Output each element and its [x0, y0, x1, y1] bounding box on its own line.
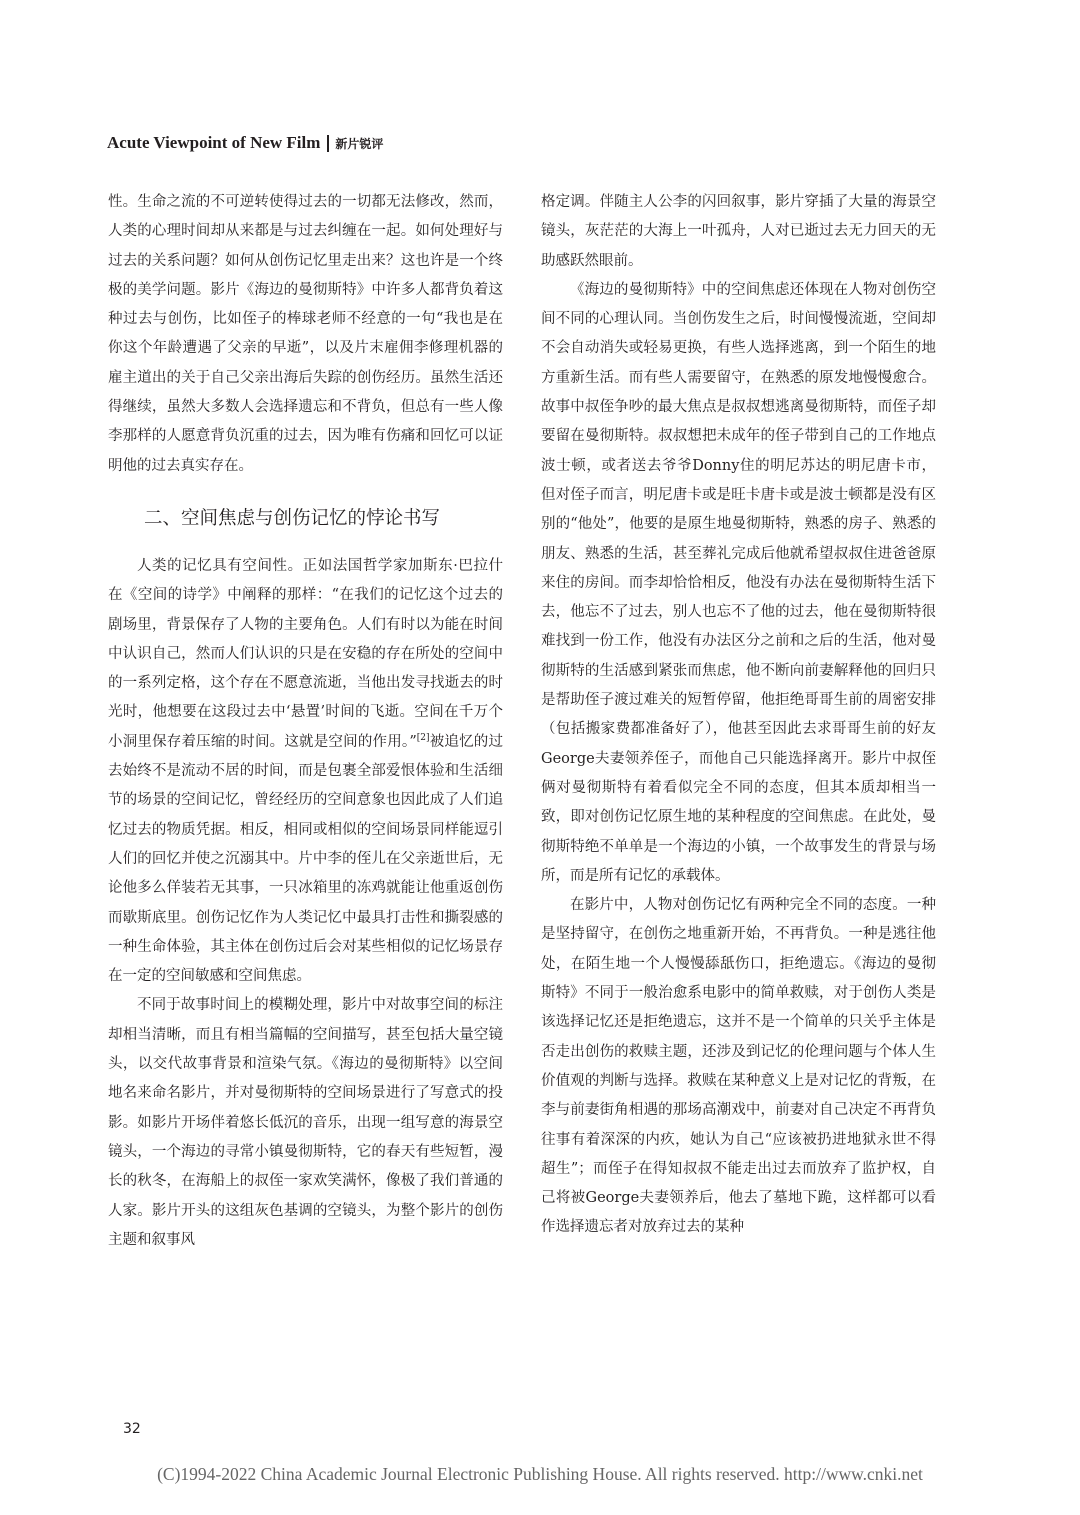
page-number: 32	[123, 1421, 141, 1437]
header-separator	[327, 135, 329, 152]
left-paragraph-3: 不同于故事时间上的模糊处理，影片中对故事空间的标注却相当清晰，而且有相当篇幅的空间描写，甚至包括大量空镜头，以交代故事背景和渲染气氛。《海边的曼彻斯特》以空间地名来命名影片，并对曼彻斯特的空间场景进行了写意式的投影。如影片开场伴着悠长低沉的音乐，出现一组写意的海景空镜头，一个海边的寻常小镇曼彻斯特，它的春天有些短暂，漫长的秋冬，在海船上的叔侄一家欢笑满怀，像极了我们普通的人家。影片开头的这组灰色基调的空镜头，为整个影片的创伤主题和叙事风	[108, 997, 503, 1248]
right-paragraph-3: 在影片中，人物对创伤记忆有两种完全不同的态度。一种是坚持留守，在创伤之地重新开始，不再背负。一种是逃往他处，在陌生地一个人慢慢舔舐伤口，拒绝遗忘。《海边的曼彻斯特》不同于一般治愈系电影中的简单救赎，对于创伤人类是该选择记忆还是拒绝遗忘，这并不是一个简单的只关乎主体是否走出创伤的救赎主题，还涉及到记忆的伦理问题与个体人生价值观的判断与选择。救赎在某种意义上是对记忆的背叛，在李与前妻街角相遇的那场高潮戏中，前妻对自己决定不再背负往事有着深深的内疚，她认为自己“应该被扔进地狱永世不得超生”；而侄子在得知叔叔不能走出过去而放弃了监护权，自己将被George夫妻领养后，他去了墓地下跪，这样都可以看作选择遗忘者对放弃过去的某种	[541, 897, 936, 1236]
journal-title-en: Acute Viewpoint of New Film	[107, 133, 321, 152]
left-paragraph-2-part-a: 人类的记忆具有空间性。正如法国哲学家加斯东·巴拉什在《空间的诗学》中阐释的那样：“在我们的记忆这个过去的剧场里，背景保存了人物的主要角色。人们有时以为能在时间中认识自己，然而人们认识的只是在安稳的存在所处的空间中的一系列定格，这个存在不愿意流逝，当他出发寻找逝去的时光时，他想要在这段过去中‘悬置’时间的飞逝。空间在千万个小洞里保存着压缩的时间。这就是空间的作用。”	[108, 557, 503, 750]
left-column	[108, 188, 503, 1255]
running-header	[107, 131, 383, 155]
left-paragraph-2-part-b: 被追忆的过去始终不是流动不居的时间，而是包裹全部爱恨体验和生活细节的场景的空间记忆，曾经经历的空间意象也因此成了人们追忆过去的物质凭据。相反，相同或相似的空间场景同样能逗引人们的回忆并使之沉溺其中。片中李的侄儿在父亲逝世后，无论他多么佯装若无其事，一只冰箱里的冻鸡就能让他重返创伤而歇斯底里。创伤记忆作为人类记忆中最具打击性和撕裂感的一种生命体验，其主体在创伤过后会对某些相似的记忆场景存在一定的空间敏感和空间焦虑。	[108, 733, 503, 985]
left-paragraph-1: 性。生命之流的不可逆转使得过去的一切都无法修改，然而，人类的心理时间却从来都是与过去纠缠在一起。如何处理好与过去的关系问题？如何从创伤记忆里走出来？这也许是一个终极的美学问题。影片《海边的曼彻斯特》中许多人都背负着这种过去与创伤，比如侄子的棒球老师不经意的一句“我也是在你这个年龄遭遇了父亲的早逝”，以及片末雇佣李修理机器的雇主道出的关于自己父亲出海后失踪的创伤经历。虽然生活还得继续，虽然大多数人会选择遗忘和不背负，但总有一些人像李那样的人愿意背负沉重的过去，因为唯有伤痛和回忆可以证明他的过去真实存在。	[108, 194, 503, 474]
left-paragraph-2	[108, 552, 503, 991]
right-paragraph-2: 《海边的曼彻斯特》中的空间焦虑还体现在人物对创伤空间不同的心理认同。当创伤发生之后，时间慢慢流逝，空间却不会自动消失或轻易更换，有些人选择逃离，到一个陌生的地方重新生活。而有些人需要留守，在熟悉的原发地慢慢愈合。故事中叔侄争吵的最大焦点是叔叔想逃离曼彻斯特，而侄子却要留在曼彻斯特。叔叔想把未成年的侄子带到自己的工作地点波士顿，或者送去爷爷Donny住的明尼苏达的明尼唐卡市，但对侄子而言，明尼唐卡或是旺卡唐卡或是波士顿都是没有区别的“他处”，他要的是原生地曼彻斯特，熟悉的房子、熟悉的朋友、熟悉的生活，甚至葬礼完成后他就希望叔叔住进爸爸原来住的房间。而李却恰恰相反，他没有办法在曼彻斯特生活下去，他忘不了过去，别人也忘不了他的过去，他在曼彻斯特很难找到一份工作，他没有办法区分之前和之后的生活，他对曼彻斯特的生活感到紧张而焦虑，他不断向前妻解释他的回归只是帮助侄子渡过难关的短暂停留，他拒绝哥哥生前的周密安排（包括搬家费都准备好了），他甚至因此去求哥哥生前的好友George夫妻领养侄子，而他自己只能选择离开。影片中叔侄俩对曼彻斯特有着看似完全不同的态度，但其本质却相当一致，即对创伤记忆原生地的某种程度的空间焦虑。在此处，曼彻斯特绝不单单是一个海边的小镇，一个故事发生的背景与场所，而是所有记忆的承载体。	[541, 281, 936, 884]
section-heading: 二、空间焦虑与创伤记忆的悖论书写	[144, 507, 441, 529]
right-column	[541, 188, 936, 1243]
journal-title-cn: 新片锐评	[335, 136, 384, 151]
citation-ref: [2]	[416, 732, 430, 743]
copyright-footer: (C)1994-2022 China Academic Journal Electronic Publishing House. All rights reserved. http://www.cnki.net	[157, 1464, 923, 1484]
right-paragraph-1: 格定调。伴随主人公李的闪回叙事，影片穿插了大量的海景空镜头，灰茫茫的大海上一叶孤舟，人对已逝过去无力回天的无助感跃然眼前。	[541, 194, 936, 269]
